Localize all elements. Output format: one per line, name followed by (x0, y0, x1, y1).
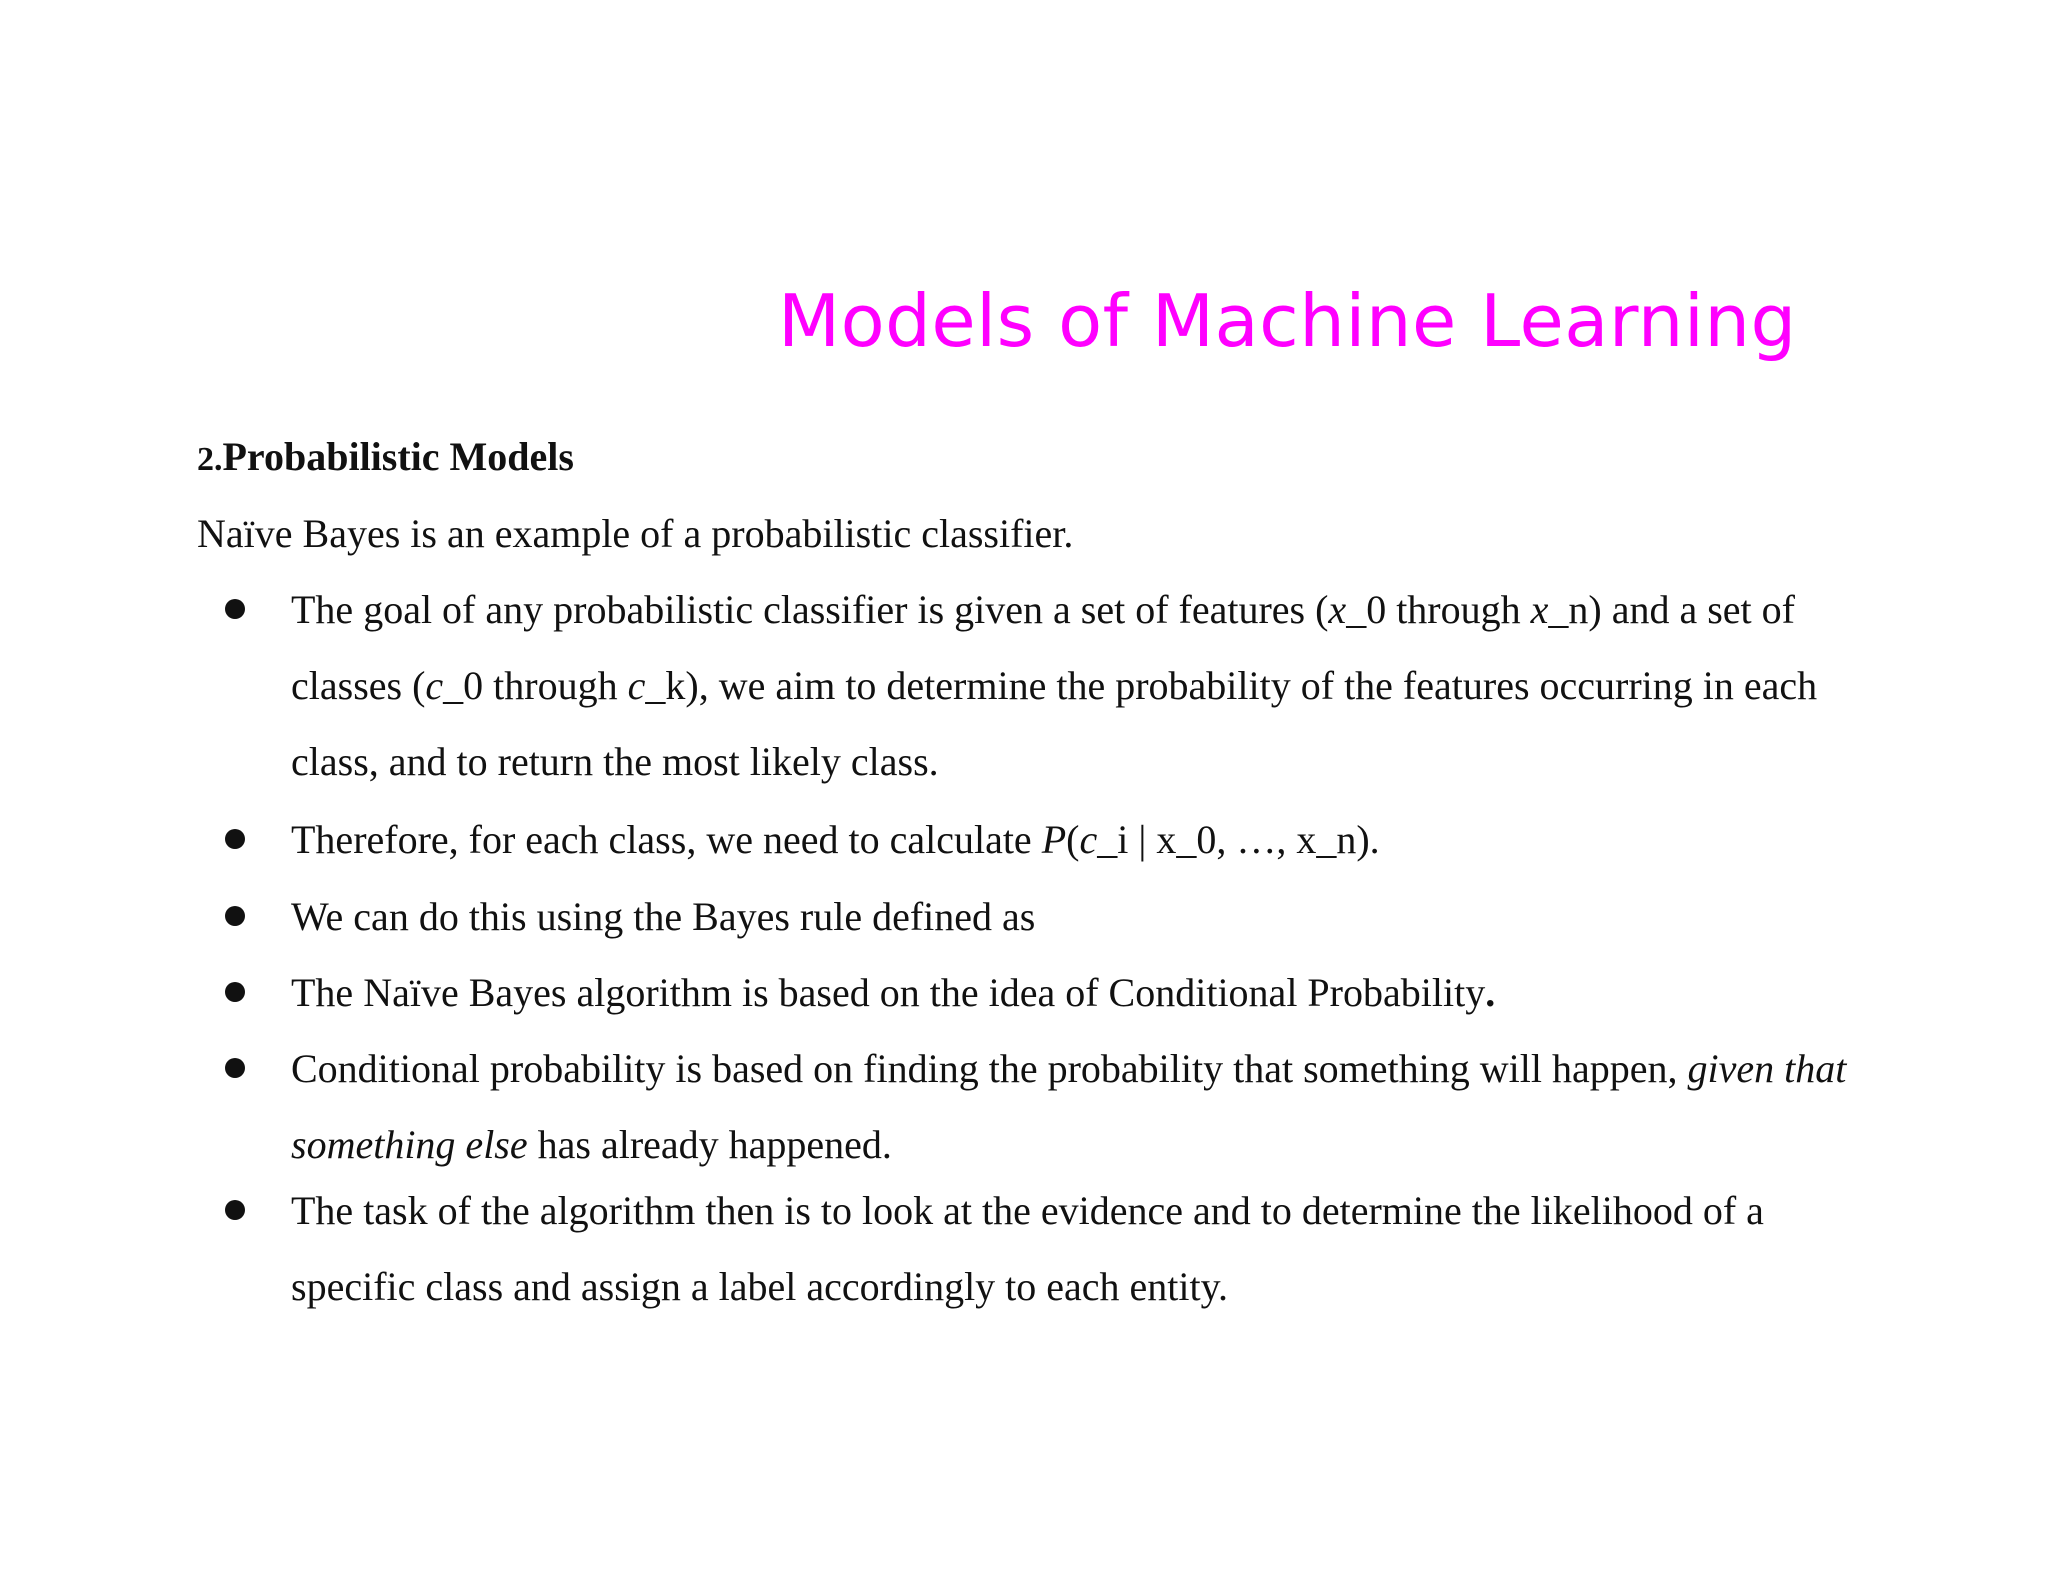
text-run: _0 through (1346, 587, 1531, 632)
bullet-dot-icon (225, 599, 245, 619)
text-run: classes ( (291, 663, 426, 708)
bullet-line (291, 648, 1931, 724)
text-run-italic: P (1041, 817, 1067, 862)
bullet-text-conditional (291, 1031, 1931, 1183)
text-run-italic: c (1079, 817, 1098, 862)
text-run-italic: x (1328, 587, 1347, 632)
bullet-dot-icon (225, 1058, 245, 1078)
text-run-italic: given that (1687, 1046, 1847, 1091)
text-run-italic: x (1530, 587, 1549, 632)
text-run-italic: c (627, 663, 646, 708)
text-run: _i | x_0, …, x_n). (1097, 817, 1380, 862)
bullet-text-bayes-rule (291, 879, 1931, 955)
bullet-text-naive-bayes (291, 955, 1931, 1031)
bullet-line: specific class and assign a label accordingly to each entity. (291, 1264, 1229, 1309)
bullet-text-goal (291, 572, 1931, 800)
section-heading-text: Probabilistic Models (222, 434, 574, 479)
bullet-line (291, 955, 1931, 1031)
text-run-italic: c (425, 663, 444, 708)
bullet-dot-icon (225, 829, 245, 849)
section-number: 2. (197, 441, 223, 478)
bullet-line: The task of the algorithm then is to look at the evidence and to determine the likelihood of a (291, 1188, 1764, 1233)
text-run: Therefore, for each class, we need to calculate (291, 817, 1042, 862)
bullet-line (291, 572, 1931, 648)
text-run: _n) and a set of (1548, 587, 1795, 632)
section-heading (197, 434, 574, 479)
bullet-line: We can do this using the Bayes rule defined as (291, 894, 1036, 939)
intro-text: Naïve Bayes is an example of a probabilistic classifier. (197, 511, 1074, 556)
text-run-italic: something else (291, 1122, 528, 1167)
bullet-dot-icon (225, 982, 245, 1002)
text-run: The goal of any probabilistic classifier is given a set of features ( (291, 587, 1329, 632)
bullet-line (291, 1031, 1931, 1107)
bullet-text-task (291, 1173, 1931, 1325)
text-run: has already happened. (527, 1122, 892, 1167)
slide-title: Models of Machine Learning (778, 279, 1797, 363)
text-run: ( (1066, 817, 1080, 862)
bullet-dot-icon (225, 906, 245, 926)
text-run: Conditional probability is based on finding the probability that something will happen, (291, 1046, 1688, 1091)
text-run: _0 through (443, 663, 628, 708)
bullet-line (291, 802, 1931, 878)
bullet-dot-icon (225, 1200, 245, 1220)
bullet-text-calculate (291, 802, 1931, 878)
bullet-line (291, 1107, 1931, 1183)
bullet-line: class, and to return the most likely class. (291, 739, 939, 784)
text-run-bold: . (1485, 970, 1496, 1015)
text-run: The Naïve Bayes algorithm is based on the idea of Conditional Probability (291, 970, 1486, 1015)
text-run: _k), we aim to determine the probability of the features occurring in each (645, 663, 1818, 708)
